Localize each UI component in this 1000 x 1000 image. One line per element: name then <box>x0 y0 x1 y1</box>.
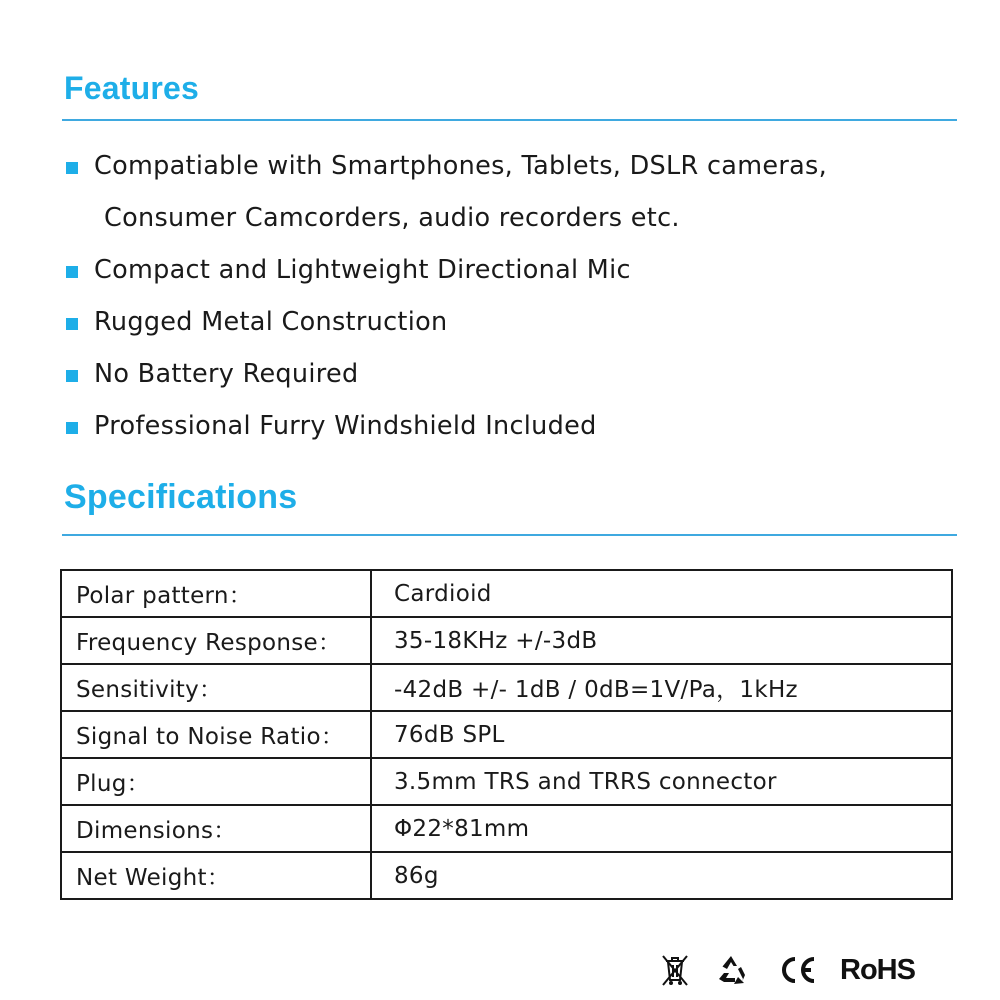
feature-text: Compatiable with Smartphones, Tablets, DSLR cameras, <box>94 151 828 181</box>
table-row <box>61 664 952 711</box>
square-bullet-icon <box>66 266 78 278</box>
spec-label: Dimensions： <box>61 805 371 852</box>
square-bullet-icon <box>66 162 78 174</box>
spec-value: Cardioid <box>371 570 952 617</box>
spec-value: -42dB +/- 1dB / 0dB=1V/Pa，1kHz <box>371 664 952 711</box>
spec-label: Polar pattern： <box>61 570 371 617</box>
spec-value: 76dB SPL <box>371 711 952 758</box>
table-row <box>61 758 952 805</box>
compliance-marks <box>660 950 915 990</box>
square-bullet-icon <box>66 370 78 382</box>
weee-bin-icon <box>660 952 690 988</box>
feature-text: No Battery Required <box>94 359 359 389</box>
feature-item <box>66 140 966 244</box>
feature-text: Compact and Lightweight Directional Mic <box>94 255 631 285</box>
spec-label: Plug： <box>61 758 371 805</box>
features-list <box>66 140 966 452</box>
feature-item <box>66 296 966 348</box>
feature-text: Rugged Metal Construction <box>94 307 448 337</box>
feature-text: Professional Furry Windshield Included <box>94 411 597 441</box>
spec-label: Net Weight： <box>61 852 371 899</box>
feature-item <box>66 244 966 296</box>
square-bullet-icon <box>66 422 78 434</box>
spec-label: Frequency Response： <box>61 617 371 664</box>
feature-item <box>66 400 966 452</box>
spec-value: 35-18KHz +/-3dB <box>371 617 952 664</box>
table-row <box>61 852 952 899</box>
ce-mark-icon <box>778 955 818 985</box>
spec-value: 3.5mm TRS and TRRS connector <box>371 758 952 805</box>
table-row <box>61 711 952 758</box>
rohs-mark: RoHS <box>840 953 915 986</box>
spec-label: Signal to Noise Ratio： <box>61 711 371 758</box>
features-heading: Features <box>64 70 199 106</box>
spec-value: Φ22*81mm <box>371 805 952 852</box>
feature-item <box>66 348 966 400</box>
table-row <box>61 570 952 617</box>
specifications-heading: Specifications <box>64 478 298 516</box>
specifications-divider <box>62 534 957 536</box>
features-divider <box>62 119 957 121</box>
table-row <box>61 617 952 664</box>
table-row <box>61 805 952 852</box>
recycle-icon <box>714 953 748 987</box>
feature-text-continued: Consumer Camcorders, audio recorders etc. <box>104 203 680 233</box>
spec-value: 86g <box>371 852 952 899</box>
square-bullet-icon <box>66 318 78 330</box>
specifications-table <box>60 569 953 900</box>
spec-label: Sensitivity： <box>61 664 371 711</box>
